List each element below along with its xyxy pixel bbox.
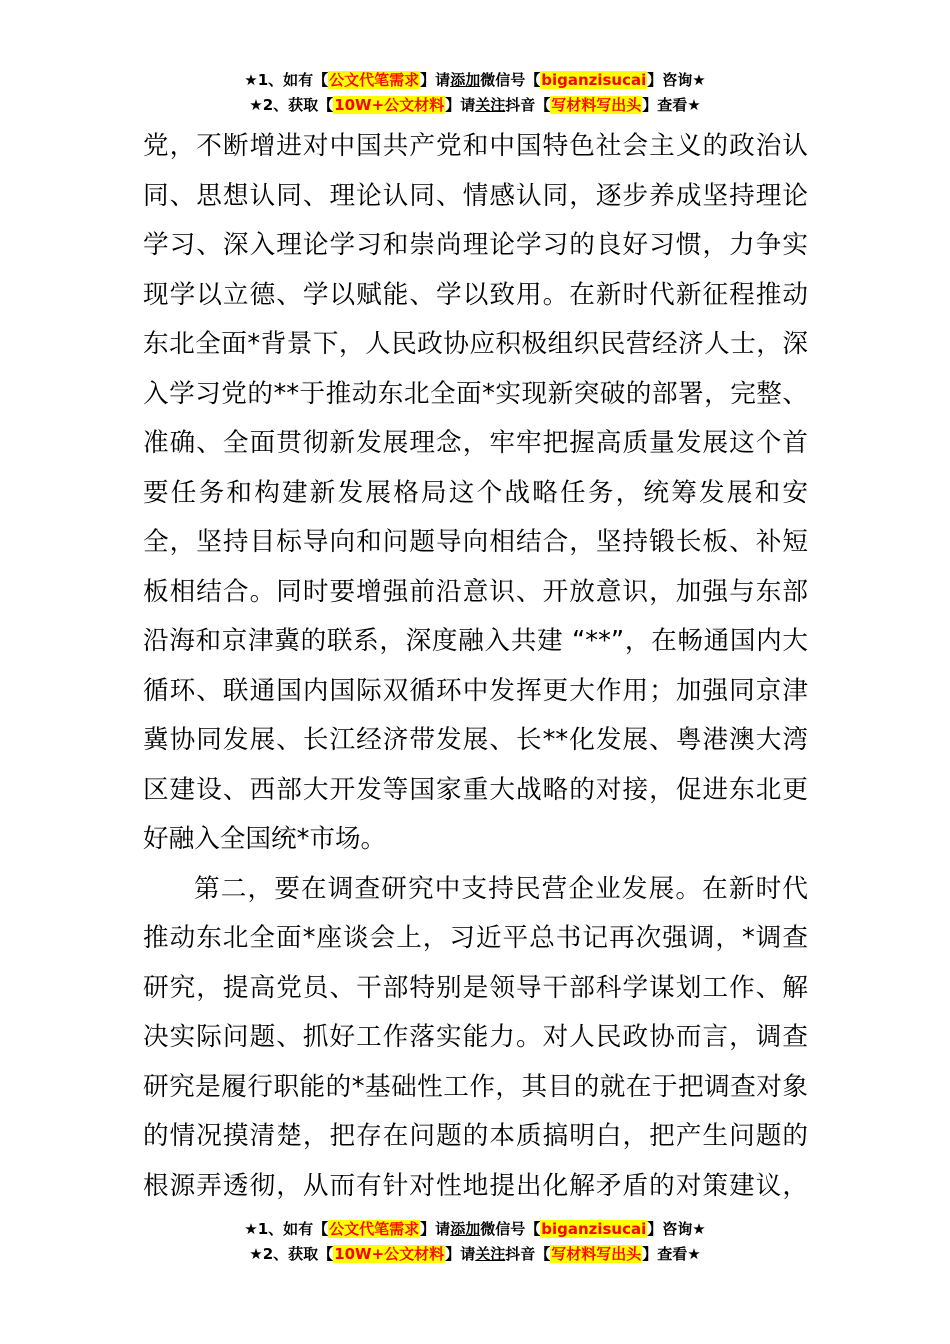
text-line: 区建设、西部大开发等国家重大战略的对接，促进东北更: [143, 774, 808, 805]
banner-text: 】咨询★: [647, 71, 706, 89]
banner-text: 】查看★: [642, 1245, 701, 1263]
text-line: 的情况摸清楚，把存在问题的本质搞明白，把产生问题的: [143, 1121, 808, 1151]
text-line: 入学习党的**于推动东北全面*实现新突破的部署，完整、: [143, 378, 808, 409]
text-line: 研究是履行职能的*基础性工作，其目的就在于把调查对象: [143, 1071, 808, 1102]
banner-text: ★2、获取【: [249, 1245, 334, 1263]
text-line: 党，不断增进对中国共产党和中国特色社会主义的政治认: [143, 131, 808, 161]
text-line: 循环、联通国内国际双循环中发挥更大作用；加强同京津: [143, 675, 808, 706]
text-line: 现学以立德、学以赋能、学以致用。在新时代新征程推动: [143, 279, 808, 310]
text-line: 第二，要在调查研究中支持民营企业发展。在新时代: [194, 873, 808, 904]
text-line: 同、思想认同、理论认同、情感认同，逐步养成坚持理论: [143, 180, 808, 211]
text-line: 沿海和京津冀的联系，深度融入共建 “**”，在畅通国内大: [143, 626, 808, 656]
banner-highlight: 10W+公文材料: [334, 96, 445, 114]
banner-line-1: [0, 1217, 950, 1242]
banner-underline: 添加: [450, 1220, 481, 1238]
banner-highlight: 公文代笔需求: [329, 71, 420, 89]
header-banner: [0, 68, 950, 118]
banner-highlight: 10W+公文材料: [334, 1245, 445, 1263]
banner-text: 】咨询★: [647, 1220, 706, 1238]
banner-underline: 关注: [475, 1245, 506, 1263]
banner-text: 抖音【: [505, 1245, 551, 1263]
text-line: 全，坚持目标导向和问题导向相结合，坚持锻长板、补短: [143, 527, 808, 557]
text-line: 要任务和构建新发展格局这个战略任务，统筹发展和安: [143, 477, 808, 508]
paragraph-1: [143, 122, 808, 865]
banner-line-2: [0, 93, 950, 118]
text-line: 学习、深入理论学习和崇尚理论学习的良好习惯，力争实: [143, 230, 808, 260]
text-line: 推动东北全面*座谈会上，习近平总书记再次强调，*调查: [143, 923, 808, 953]
text-line: 东北全面*背景下，人民政协应积极组织民营经济人士，深: [143, 329, 808, 359]
banner-text: ★2、获取【: [249, 96, 334, 114]
banner-text: ★1、如有【: [244, 1220, 329, 1238]
banner-underline: 关注: [475, 96, 506, 114]
banner-highlight: biganzisucai: [541, 1220, 647, 1238]
banner-highlight: biganzisucai: [541, 71, 647, 89]
text-line: 根源弄透彻，从而有针对性地提出化解矛盾的对策建议，: [143, 1170, 808, 1201]
banner-highlight: 公文代笔需求: [329, 1220, 420, 1238]
banner-text: 】请: [445, 1245, 476, 1263]
banner-text: 】查看★: [642, 96, 701, 114]
text-line: 准确、全面贯彻新发展理念，牢牢把握高质量发展这个首: [143, 428, 808, 458]
banner-text: 微信号【: [480, 71, 541, 89]
banner-text: ★1、如有【: [244, 71, 329, 89]
text-line: 板相结合。同时要增强前沿意识、开放意识，加强与东部: [143, 576, 808, 607]
text-line: 冀协同发展、长江经济带发展、长**化发展、粤港澳大湾: [143, 725, 808, 755]
text-line: 决实际问题、抓好工作落实能力。对人民政协而言，调查: [143, 1022, 808, 1052]
banner-text: 】请: [445, 96, 476, 114]
banner-line-2: [0, 1242, 950, 1267]
banner-highlight: 写材料写出头: [551, 96, 642, 114]
banner-highlight: 写材料写出头: [551, 1245, 642, 1263]
paragraph-2: [143, 865, 808, 1212]
text-line: 研究，提高党员、干部特别是领导干部科学谋划工作、解: [143, 972, 808, 1003]
banner-text: 】请: [420, 1220, 451, 1238]
banner-line-1: [0, 68, 950, 93]
text-line: 好融入全国统*市场。: [143, 824, 387, 854]
footer-banner: [0, 1217, 950, 1267]
banner-text: 微信号【: [480, 1220, 541, 1238]
banner-underline: 添加: [450, 71, 481, 89]
banner-text: 抖音【: [505, 96, 551, 114]
banner-text: 】请: [420, 71, 451, 89]
document-body: [143, 122, 808, 1211]
